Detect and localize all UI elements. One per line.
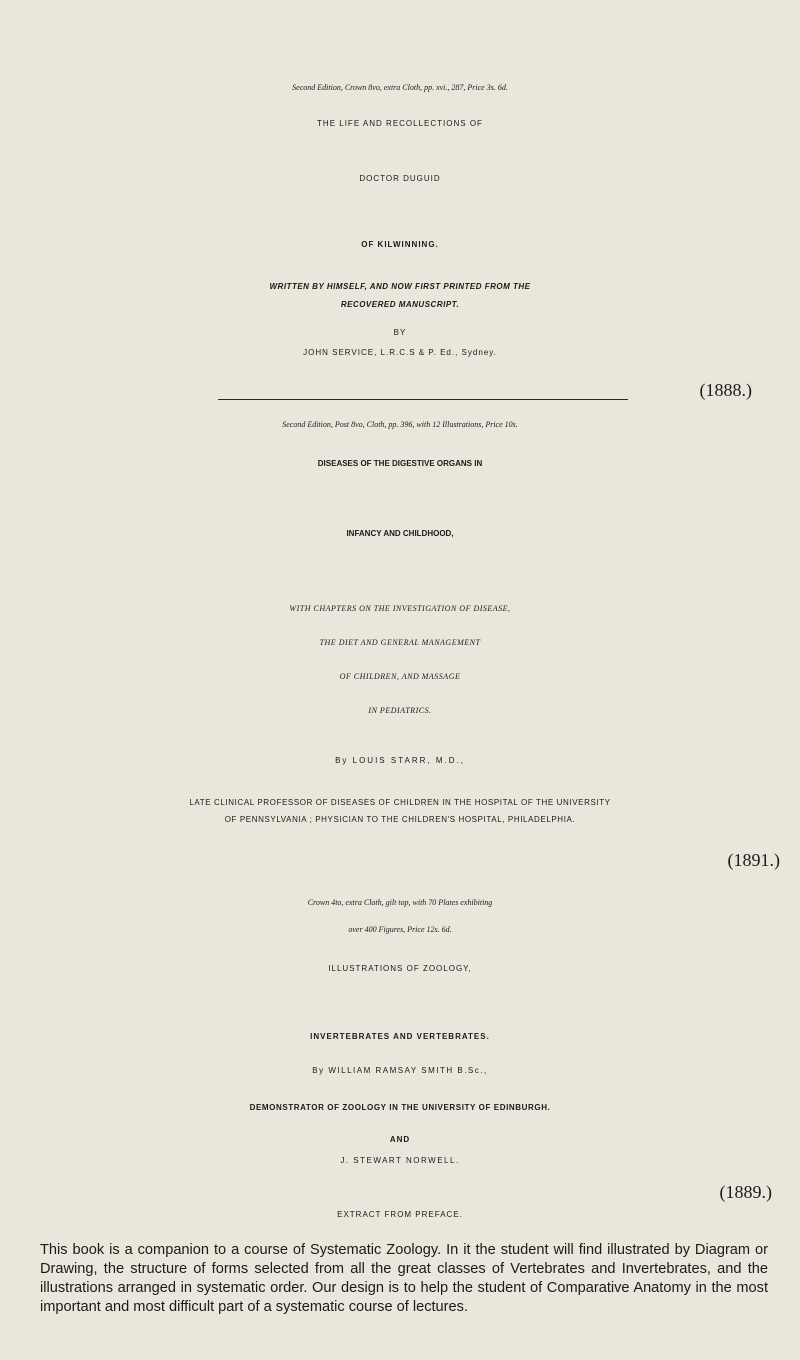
book1-by: BY	[393, 328, 407, 337]
book2-sub-line3: OF CHILDREN, AND MASSAGE	[339, 672, 461, 681]
book1-note-line2: RECOVERED MANUSCRIPT.	[340, 300, 460, 309]
book3-title: ILLUSTRATIONS OF ZOOLOGY,	[328, 964, 472, 973]
book2-credential-line1: LATE CLINICAL PROFESSOR OF DISEASES OF CHILDREN IN THE HOSPITAL OF THE UNIVERSITY	[189, 798, 611, 807]
book3-year: (1889.)	[719, 1182, 772, 1202]
book1-author: JOHN SERVICE, L.R.C.S & P. Ed., Sydney.	[303, 348, 497, 357]
book1-note-line1: WRITTEN BY HIMSELF, AND NOW FIRST PRINTED FROM THE	[269, 282, 531, 291]
book2-title-line2: INFANCY AND CHILDHOOD,	[346, 529, 454, 538]
book3-subtitle: INVERTEBRATES AND VERTEBRATES.	[310, 1032, 490, 1041]
book2-sub-line4: IN PEDIATRICS.	[368, 706, 432, 715]
book2-title-line1: DISEASES OF THE DIGESTIVE ORGANS IN	[317, 459, 483, 468]
book2-credential-line2: OF PENNSYLVANIA ; PHYSICIAN TO THE CHILDREN'S HOSPITAL, PHILADELPHIA.	[224, 815, 576, 824]
book3-author1: By WILLIAM RAMSAY SMITH B.Sc.,	[312, 1066, 488, 1075]
book2-author: By LOUIS STARR, M.D.,	[335, 756, 465, 765]
book3-credential: DEMONSTRATOR OF ZOOLOGY IN THE UNIVERSITY OF EDINBURGH.	[249, 1103, 551, 1112]
book3-edition-line2: over 400 Figures, Price 12s. 6d.	[348, 925, 452, 934]
book2-year: (1891.)	[727, 850, 780, 870]
book3-and: AND	[389, 1135, 411, 1144]
book3-edition-line1: Crown 4to, extra Cloth, gilt top, with 70 Plates exhibiting	[307, 898, 493, 907]
book1-year: (1888.)	[699, 380, 752, 400]
book2-sub-line2: THE DIET AND GENERAL MANAGEMENT	[319, 638, 481, 647]
book1-edition: Second Edition, Crown 8vo, extra Cloth, pp. xvi., 287, Price 3s. 6d.	[292, 83, 508, 92]
book1-title-line2: DOCTOR DUGUID	[359, 174, 441, 183]
book3-extract-text: This book is a companion to a course of Systematic Zoology. In it the student will find illustrated by Diagram or Drawing, the structure of forms selected from all the great classes of Vertebrates and Invertebrates, and the illustrations arranged in systematic order. Our design is to help the student of Comparative Anatomy in the most important and most difficult part of a systematic course of lectures.	[40, 1242, 768, 1315]
book3-extract-heading: EXTRACT FROM PREFACE.	[337, 1210, 463, 1219]
book2-edition: Second Edition, Post 8vo, Cloth, pp. 396, with 12 Illustrations, Price 10s.	[282, 420, 518, 429]
book3-author2: J. STEWART NORWELL.	[340, 1156, 460, 1165]
section-divider	[218, 399, 628, 400]
book1-subtitle: OF KILWINNING.	[361, 240, 439, 249]
book2-sub-line1: WITH CHAPTERS ON THE INVESTIGATION OF DISEASE,	[289, 604, 511, 613]
book1-title-line1: THE LIFE AND RECOLLECTIONS OF	[317, 119, 483, 128]
